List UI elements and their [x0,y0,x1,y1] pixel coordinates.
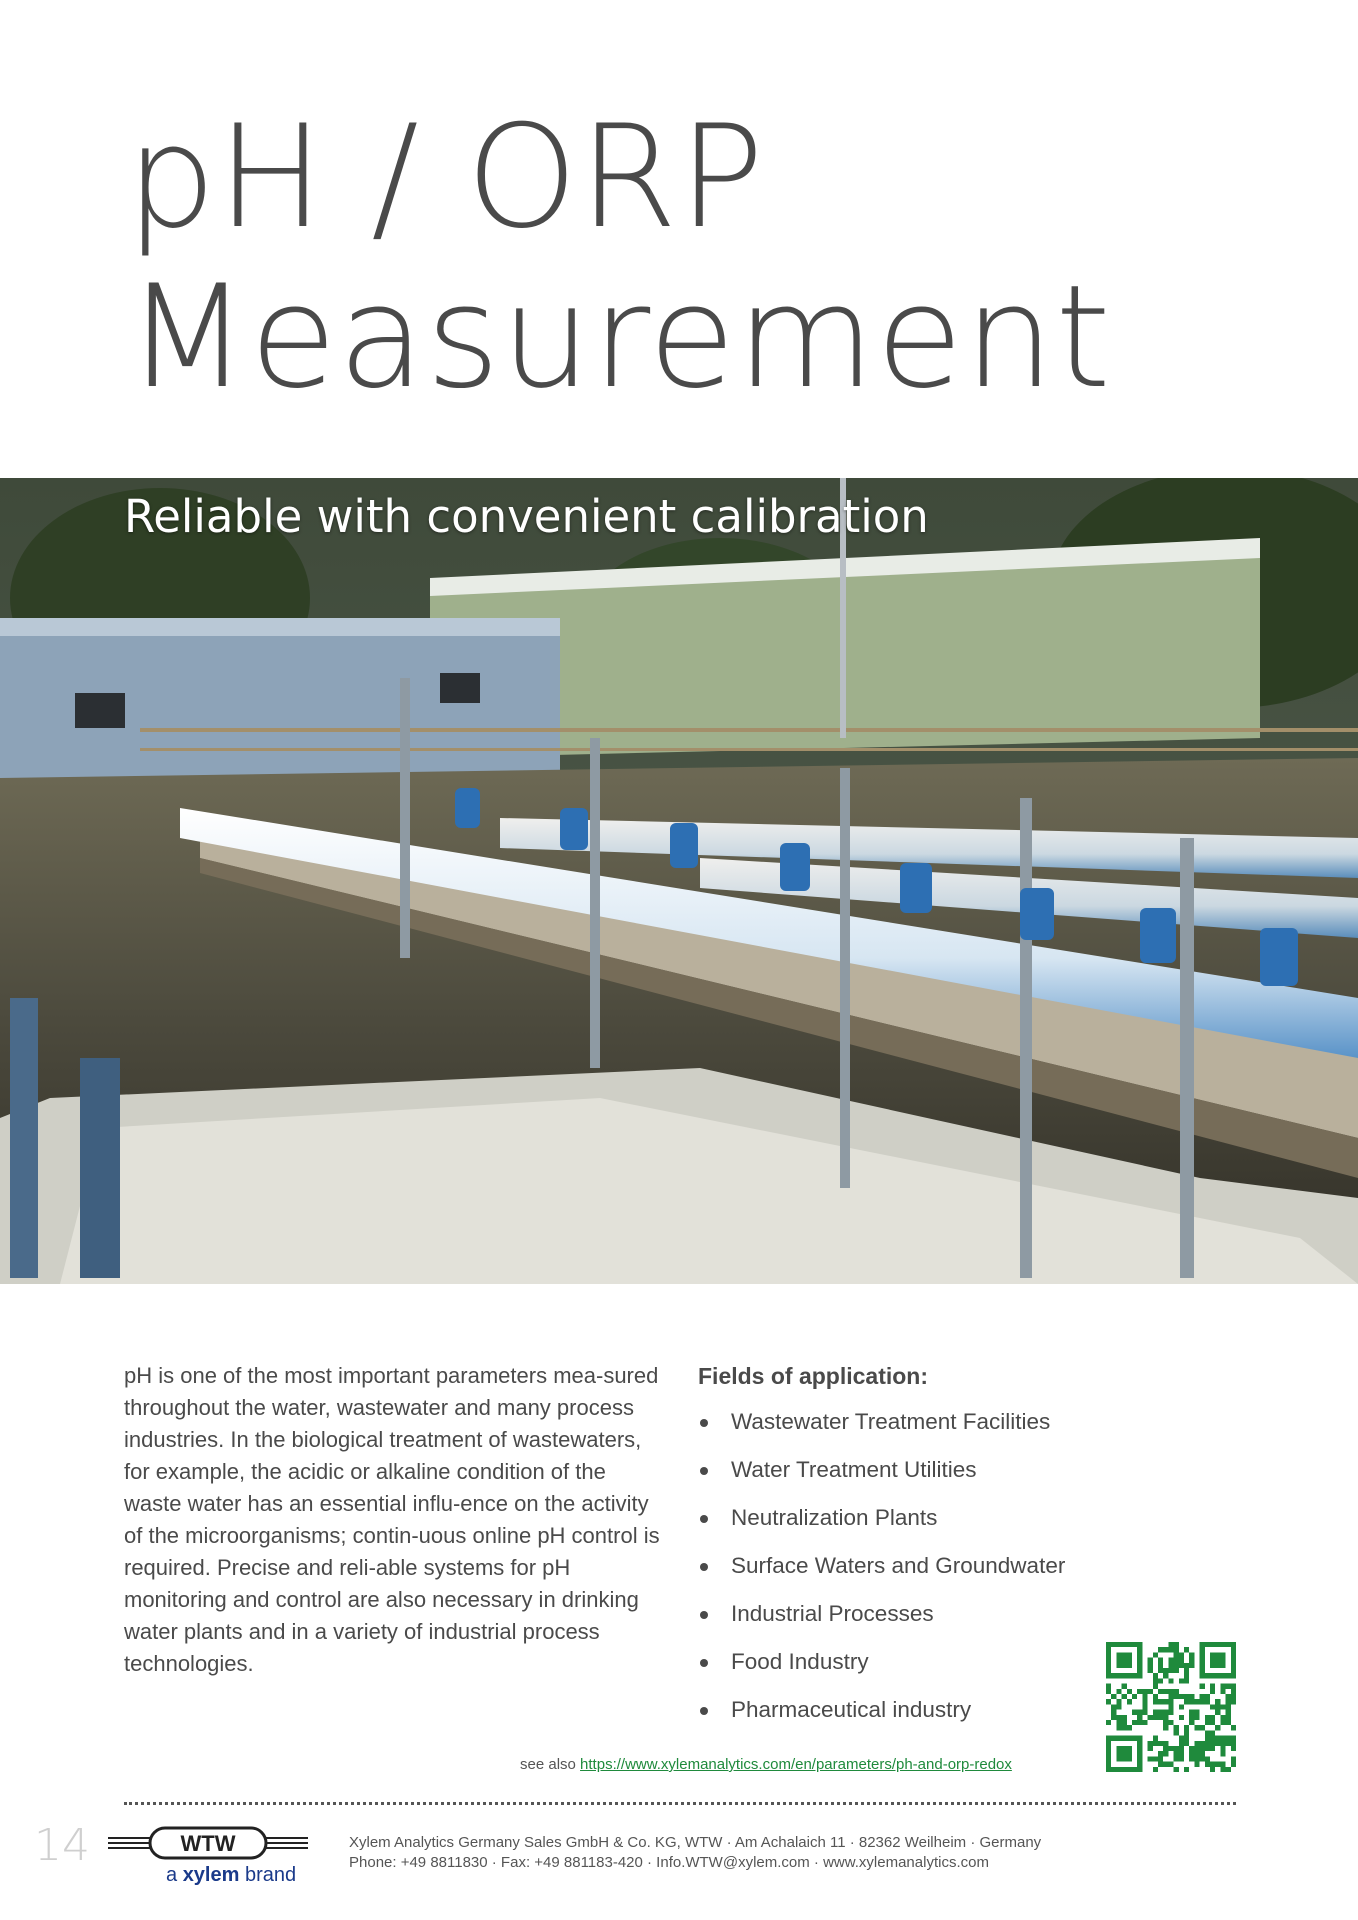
footer-address: Xylem Analytics Germany Sales GmbH & Co. KG, WTW · Am Achalaich 11 · 82362 Weilheim · Germany [349,1834,1042,1851]
intro-paragraph: pH is one of the most important parameters mea-sured throughout the water, wastewater and many process industries. In the biological treatment of wastewaters, for example, the acidic or alkaline condition of the waste water has an essential influ-ence on the activity of the microorganisms; contin-uous online pH control is required. Precise and reli-able systems for pH monitoring and control are also necessary in drinking water plants and in a variety of industrial process technologies. [124,1363,660,1676]
page-title [126,95,1112,420]
footer-contact [349,1833,1041,1873]
see-also-link[interactable]: https://www.xylemanalytics.com/en/parameters/ph-and-orp-redox [580,1756,1012,1773]
hero-image [0,478,1358,1284]
title-line-1: pH / ORP [126,95,766,260]
footer-phone: Phone: +49 8811830 · Fax: +49 881183-420 · Info.WTW@xylem.com · www.xylemanalytics.com [349,1854,989,1871]
footer-divider [124,1802,1236,1805]
list-item: Wastewater Treatment Facilities [698,1406,1118,1454]
list-item: Surface Waters and Groundwater [698,1550,1118,1598]
fields-list [698,1406,1118,1742]
see-also-label: see also [520,1756,576,1773]
brand-prefix: a [166,1864,178,1886]
qr-code-icon[interactable] [1106,1642,1236,1772]
fields-heading: Fields of application: [698,1363,929,1389]
brand-line [166,1864,296,1887]
title-line-2: Measurement [126,255,1112,420]
see-also [520,1756,1012,1773]
list-item: Industrial Processes [698,1598,1118,1646]
brand-name: xylem [182,1864,240,1886]
list-item: Neutralization Plants [698,1502,1118,1550]
list-item: Food Industry [698,1646,1118,1694]
brand-suffix: brand [244,1864,297,1886]
page-number: 14 [34,1820,90,1871]
list-item: Pharmaceutical industry [698,1694,1118,1742]
list-item: Water Treatment Utilities [698,1454,1118,1502]
hero-caption: Reliable with convenient calibration [124,490,929,543]
logo-text: WTW [180,1831,236,1856]
fields-of-application [698,1360,1118,1742]
